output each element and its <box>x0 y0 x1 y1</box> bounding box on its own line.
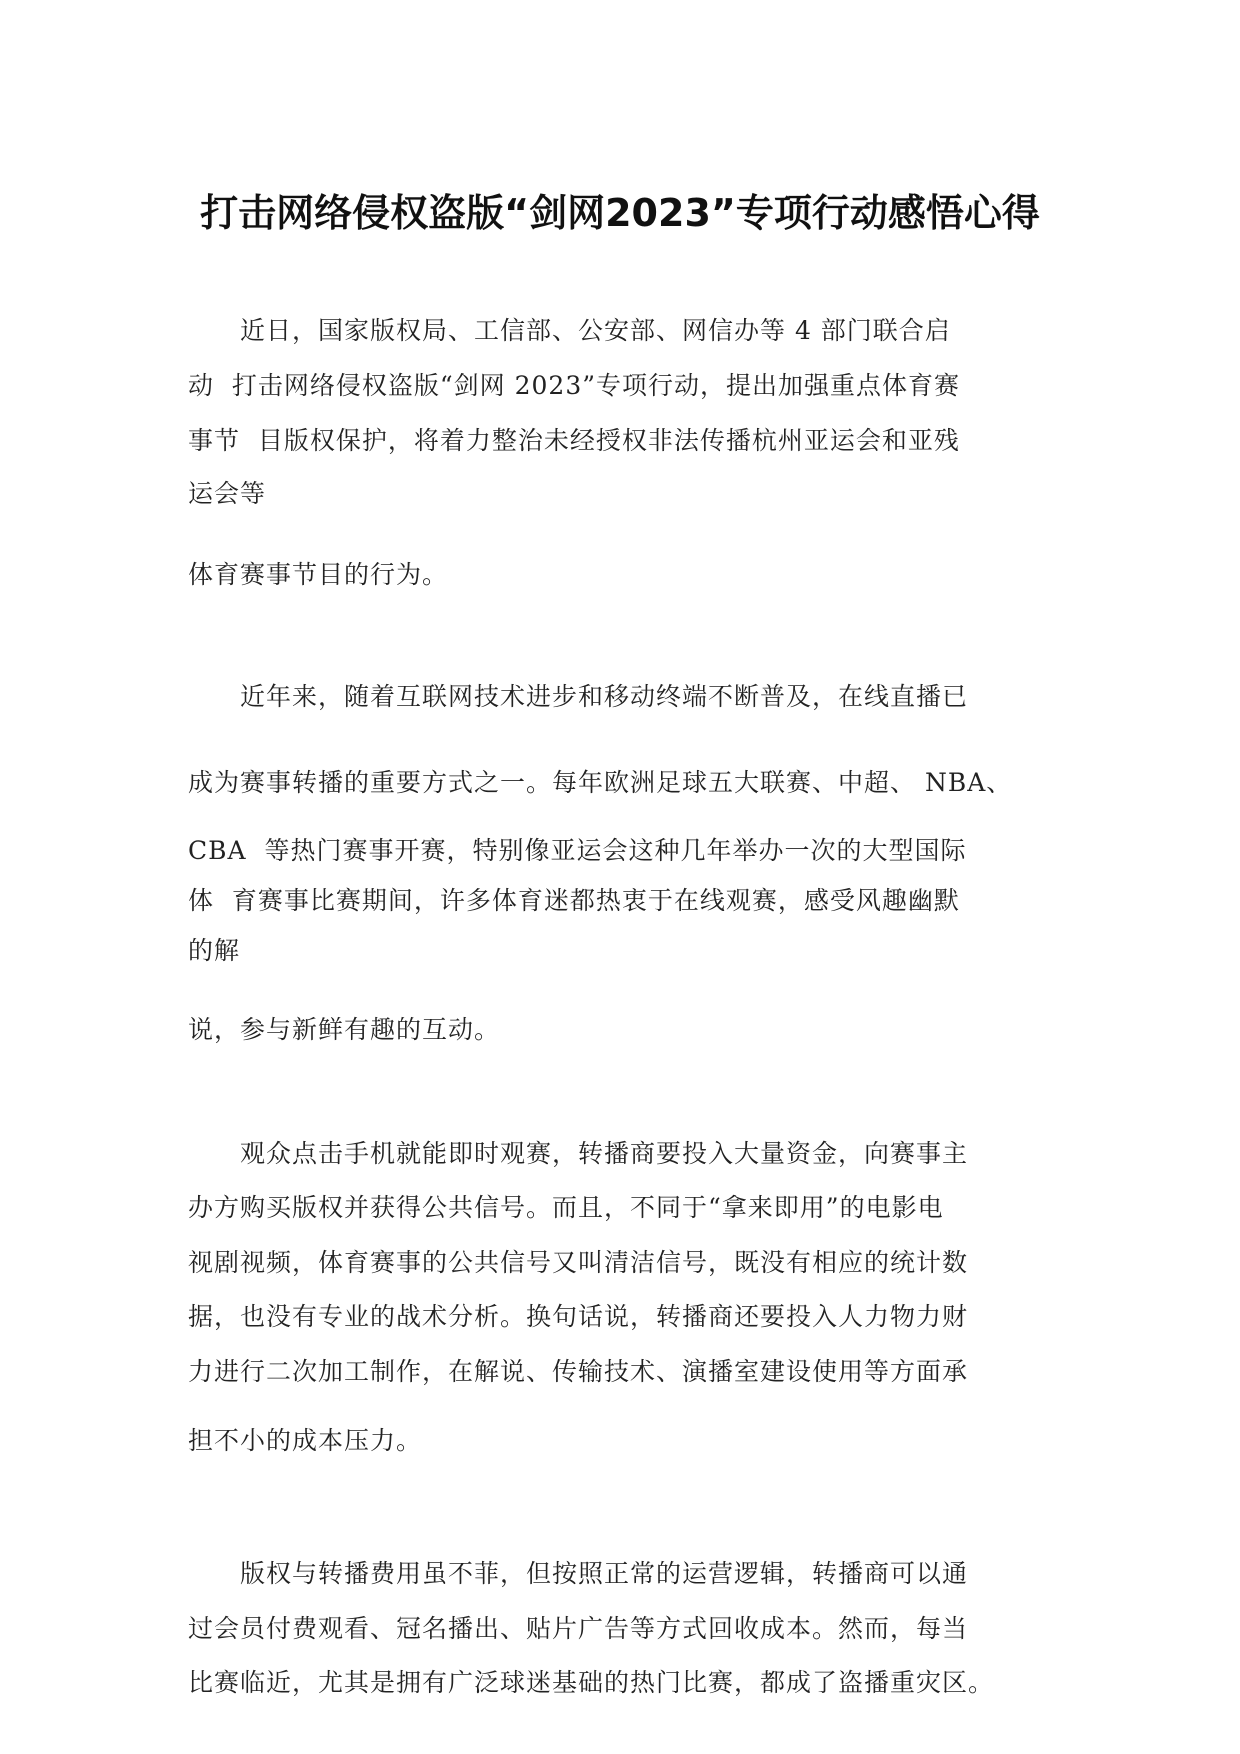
paragraph-2-line-1: 近年来，随着互联网技术进步和移动终端不断普及，在线直播已 <box>240 682 969 711</box>
document-title: 打击网络侵权盗版“剑网2023”专项行动感悟心得 <box>200 191 1040 235</box>
paragraph-1-line-5: 体育赛事节目的行为。 <box>188 560 449 589</box>
paragraph-3-line-6: 担不小的成本压力。 <box>188 1426 423 1455</box>
paragraph-3-line-2: 办方购买版权并获得公共信号。而且，不同于“拿来即用”的电影电 <box>188 1193 944 1222</box>
paragraph-3-line-3: 视剧视频，体育赛事的公共信号又叫清洁信号，既没有相应的统计数 <box>188 1248 969 1277</box>
paragraph-2-line-2: 成为赛事转播的重要方式之一。每年欧洲足球五大联赛、中超、 NBA、 <box>188 768 1013 797</box>
paragraph-2-line-4: 体 育赛事比赛期间，许多体育迷都热衷于在线观赛，感受风趣幽默 <box>188 886 960 915</box>
paragraph-2-line-6: 说，参与新鲜有趣的互动。 <box>188 1015 501 1044</box>
paragraph-1-line-1: 近日，国家版权局、工信部、公安部、网信办等 4 部门联合启 <box>240 316 951 345</box>
paragraph-4-line-2: 过会员付费观看、冠名播出、贴片广告等方式回收成本。然而，每当 <box>188 1614 969 1643</box>
paragraph-4-line-1: 版权与转播费用虽不菲，但按照正常的运营逻辑，转播商可以通 <box>240 1559 969 1588</box>
paragraph-3-line-4: 据，也没有专业的战术分析。换句话说，转播商还要投入人力物力财 <box>188 1302 969 1331</box>
paragraph-1-line-4: 运会等 <box>188 479 267 508</box>
paragraph-2-line-5: 的解 <box>188 936 241 965</box>
paragraph-3-line-5: 力进行二次加工制作，在解说、传输技术、演播室建设使用等方面承 <box>188 1357 969 1386</box>
paragraph-3-line-1: 观众点击手机就能即时观赛，转播商要投入大量资金，向赛事主 <box>240 1139 969 1168</box>
paragraph-4-line-3: 比赛临近，尤其是拥有广泛球迷基础的热门比赛，都成了盗播重灾区。 <box>188 1668 995 1697</box>
paragraph-2-line-3: CBA 等热门赛事开赛，特别像亚运会这种几年举办一次的大型国际 <box>188 836 967 865</box>
paragraph-1-line-2: 动 打击网络侵权盗版“剑网 2023”专项行动，提出加强重点体育赛 <box>188 371 961 400</box>
paragraph-1-line-3: 事节 目版权保护，将着力整治未经授权非法传播杭州亚运会和亚残 <box>188 426 960 455</box>
